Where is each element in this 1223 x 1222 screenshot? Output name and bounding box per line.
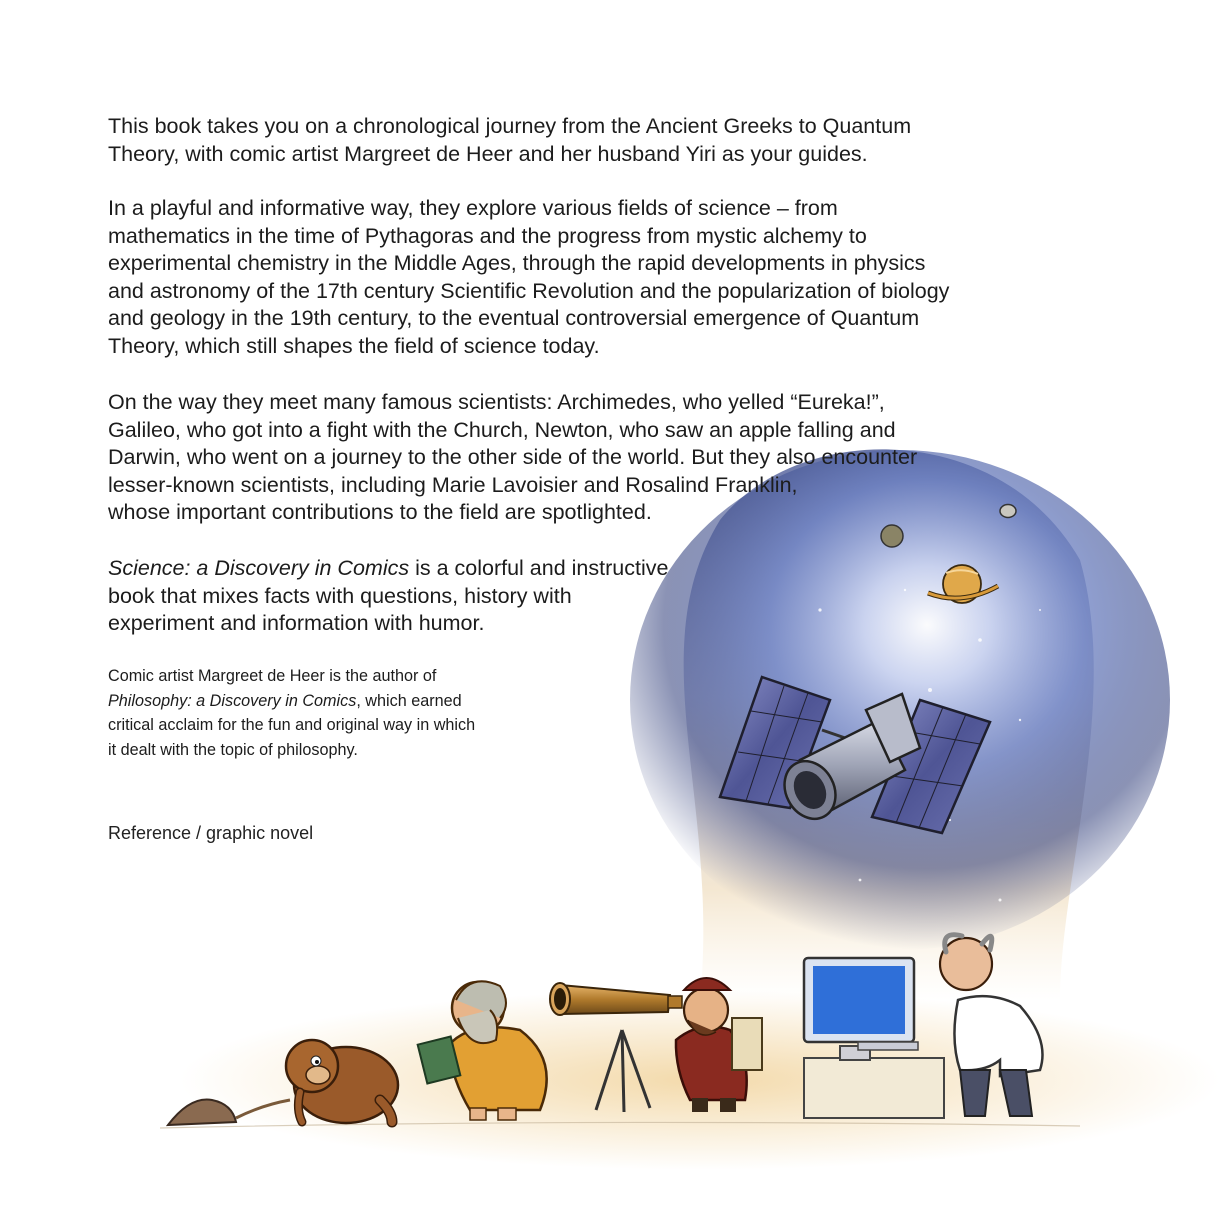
text-line: Theory, which still shapes the field of science today. [108,333,600,358]
text-line: book that mixes facts with questions, history with [108,583,572,608]
previous-book-title: Philosophy: a Discovery in Comics [108,691,357,710]
genre-label: Reference / graphic novel [108,823,314,843]
text-line: it dealt with the topic of philosophy. [108,740,358,759]
text-line: whose important contributions to the field are spotlighted. [108,500,652,525]
text-line: On the way they meet many famous scientists: Archimedes, who yelled “Eureka!”, [108,390,885,414]
book-title: Science: a Discovery in Comics [108,556,410,580]
text-line: experimental chemistry in the Middle Ages, through the rapid developments in physics [108,251,926,276]
text-line: Theory, with comic artist Margreet de Heer and her husband Yiri as your guides. [108,141,868,166]
text-line [108,689,475,714]
fields-paragraph [108,195,949,361]
intro-paragraph [108,113,911,168]
text-line: experiment and information with humor. [108,611,485,636]
text-line: Darwin, who went on a journey to the other side of the world. But they also encounter [108,445,918,470]
text-line: and geology in the 19th century, to the eventual controversial emergence of Quantum [108,306,920,331]
author-bio [108,664,475,762]
scientists-paragraph [108,389,917,527]
text-line: Comic artist Margreet de Heer is the author of [108,667,437,685]
text-line: and astronomy of the 17th century Scientific Revolution and the popularization of biology [108,278,950,303]
text-line: critical acclaim for the fun and original way in which [108,716,476,734]
text-line: Galileo, who got into a fight with the Church, Newton, who saw an apple falling and [108,417,896,442]
author-text: , which earned [356,691,462,710]
text-line: mathematics in the time of Pythagoras and the progress from mystic alchemy to [108,223,867,248]
text-line: This book takes you on a chronological journey from the Ancient Greeks to Quantum [108,114,912,138]
summary-text: is a colorful and instructive [409,556,669,580]
text-line [108,555,668,583]
summary-paragraph [108,555,668,638]
text-line: In a playful and informative way, they explore various fields of science – from [108,196,838,220]
text-line: lesser-known scientists, including Marie Lavoisier and Rosalind Franklin, [108,472,798,497]
